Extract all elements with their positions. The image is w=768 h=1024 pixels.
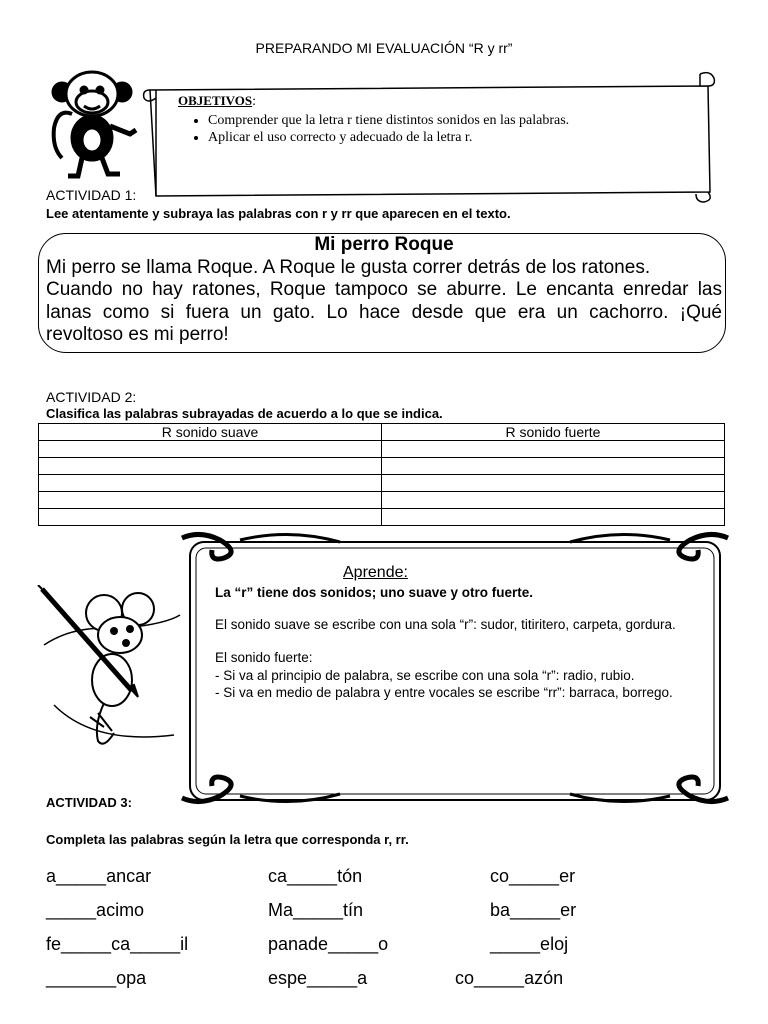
table-cell[interactable]: [382, 509, 725, 526]
learn-strong-title: El sonido fuerte:: [215, 650, 313, 665]
table-header-row: [39, 424, 725, 441]
table-row: [39, 492, 725, 509]
fill-word[interactable]: a_____ancar: [46, 866, 152, 886]
objective-item: • Comprender que la letra r tiene distintos sonidos en las palabras.: [208, 112, 698, 129]
story-paragraph: Cuando no hay ratones, Roque tampoco se aburre. Le encanta enredar las lanas como si fuera un gato. Lo hace desde que era un cachorro. ¡Qué revoltoso es mi perro!: [46, 279, 722, 345]
learn-soft-sound: El sonido suave se escribe con una sola “r”: sudor, titiritero, carpeta, gordura.: [215, 616, 676, 632]
story-paragraph: Mi perro se llama Roque. A Roque le gusta correr detrás de los ratones.: [46, 256, 651, 278]
table-cell[interactable]: [382, 492, 725, 509]
activity-2-instruction: Clasifica las palabras subrayadas de acuerdo a lo que se indica.: [46, 406, 443, 421]
page-title: PREPARANDO MI EVALUACIÓN “R y rr”: [255, 40, 513, 56]
objective-item: • Aplicar el uso correcto y adecuado de la letra r.: [208, 129, 698, 146]
table-row: [39, 475, 725, 492]
table-row: [39, 458, 725, 475]
activity-1-instruction: Lee atentamente y subraya las palabras con r y rr que aparecen en el texto.: [46, 206, 511, 221]
column-header-strong: R sonido fuerte: [382, 424, 725, 441]
learn-title: Aprende:: [343, 564, 408, 581]
fill-word[interactable]: co_____azón: [455, 968, 564, 988]
fill-word[interactable]: _____eloj: [490, 934, 569, 954]
fill-word[interactable]: ba_____er: [490, 900, 577, 920]
fill-word[interactable]: _______opa: [46, 968, 147, 988]
activity-3-label: ACTIVIDAD 3:: [46, 795, 132, 810]
fill-word[interactable]: co_____er: [490, 866, 576, 886]
mouse-with-pencil-illustration: [34, 585, 184, 755]
learn-strong-rule-1: - Si va al principio de palabra, se escribe con una sola “r”: radio, rubio.: [215, 667, 635, 683]
table-cell[interactable]: [39, 441, 382, 458]
table-cell[interactable]: [382, 458, 725, 475]
learn-intro: La “r” tiene dos sonidos; uno suave y otro fuerte.: [215, 585, 534, 600]
fill-word[interactable]: panade_____o: [268, 934, 389, 954]
table-cell[interactable]: [39, 458, 382, 475]
table-row: [39, 441, 725, 458]
column-header-soft: R sonido suave: [39, 424, 382, 441]
objectives-block: OBJETIVOS: • Comprender que la letra r tiene distintos sonidos en las palabras. • Aplicar el uso correcto y adecuado de la letra r.: [178, 92, 698, 146]
learn-content: [215, 584, 715, 702]
fill-word[interactable]: _____acimo: [46, 900, 145, 920]
table-cell[interactable]: [382, 475, 725, 492]
activity-3-instruction: Completa las palabras según la letra que corresponda r, rr.: [46, 832, 409, 847]
activity-2-label: ACTIVIDAD 2:: [46, 389, 137, 405]
learn-strong-rule-2: - Si va en medio de palabra y entre vocales se escribe “rr”: barraca, borrego.: [215, 685, 673, 700]
table-cell[interactable]: [39, 509, 382, 526]
story-text: [46, 234, 722, 347]
table-cell[interactable]: [382, 441, 725, 458]
fill-word[interactable]: espe_____a: [268, 968, 368, 988]
activity-1-label: ACTIVIDAD 1:: [46, 187, 137, 203]
classification-table: [38, 423, 725, 526]
objectives-heading: OBJETIVOS: [178, 93, 253, 108]
table-row: [39, 509, 725, 526]
table-cell[interactable]: [39, 492, 382, 509]
table-cell[interactable]: [39, 475, 382, 492]
monkey-illustration: [48, 68, 144, 180]
story-title: Mi perro Roque: [314, 234, 454, 255]
fill-word[interactable]: fe_____ca_____il: [46, 934, 189, 954]
fill-word[interactable]: Ma_____tín: [268, 900, 364, 920]
fill-word[interactable]: ca_____tón: [268, 866, 363, 886]
